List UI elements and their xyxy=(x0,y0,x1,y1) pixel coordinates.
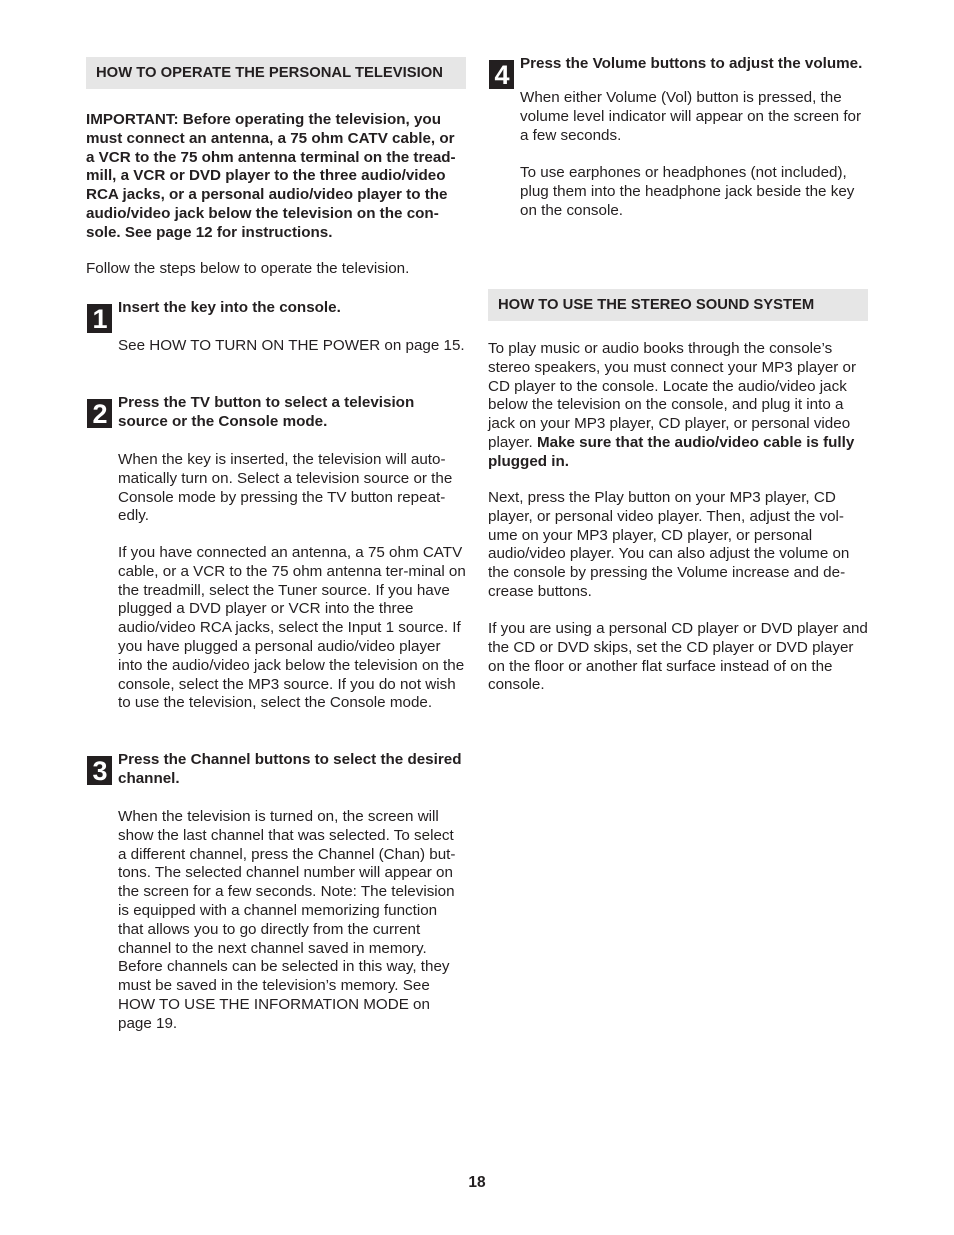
step-4-title: Press the Volume buttons to adjust the volume. xyxy=(520,55,863,72)
intro-text: Follow the steps below to operate the television. xyxy=(86,260,410,277)
step-4-number: 4 xyxy=(489,60,514,89)
step-2-text-2: If you have connected an antenna, a 75 ohm CATV cable, or a VCR to the 75 ohm antenna ter-minal on the treadmill, select the Tuner source. If you have plugged a DVD player or VCR into the three audio/video RCA jacks, select the Input 1 source. If you have plugged a personal audio/video player into the audio/video jack below the television on the console, select the MP3 source. If you do not wish to use the television, select the Console mode. xyxy=(118,544,466,712)
step-3-text: When the television is turned on, the screen will show the last channel that was selected. To select a different channel, press the Channel (Chan) but-tons. The selected channel number will appear on the screen for a few seconds. Note: The television is equipped with a channel memorizing function that allows you to go directly from the current channel to the next channel saved in memory. Before channels can be selected in this way, they must be saved in the television’s memory. See HOW TO USE THE INFORMATION MODE on page 19. xyxy=(118,808,456,1032)
step-2-text-1: When the key is inserted, the television will auto-matically turn on. Select a television source or the Console mode by pressing the TV button repeat-edly. xyxy=(118,451,453,525)
stereo-para-1 xyxy=(488,340,868,472)
step-3-title: Press the Channel buttons to select the desired channel. xyxy=(118,751,462,787)
step-4-text-1: When either Volume (Vol) button is pressed, the volume level indicator will appear on the screen for a few seconds. xyxy=(520,89,862,144)
step-1-title: Insert the key into the console. xyxy=(118,299,341,316)
stereo-para-1-bold: Make sure that the audio/video cable is fully plugged in. xyxy=(488,433,855,470)
step-4-text-2: To use earphones or headphones (not included), plug them into the headphone jack beside the key on the console. xyxy=(520,164,855,219)
step-1-number: 1 xyxy=(87,304,112,333)
step-2-title: Press the TV button to select a television source or the Console mode. xyxy=(118,394,415,430)
important-notice: IMPORTANT: Before operating the television, you must connect an antenna, a 75 ohm CATV cable, or a VCR to the 75 ohm antenna terminal on the tread-mill, a VCR or DVD player to the three audio/video RCA jacks, or a personal audio/video player to the audio/video jack below the television on the con-sole. See page 12 for instructions. xyxy=(86,111,456,241)
step-2-number: 2 xyxy=(87,399,112,428)
step-1-text: See HOW TO TURN ON THE POWER on page 15. xyxy=(118,337,465,354)
stereo-para-1-text: To play music or audio books through the console’s stereo speakers, you must connect your MP3 player or CD player to the console. Locate the audio/video jack below the television on the console, and plug it into a jack on your MP3 player, CD player, or personal video player. xyxy=(488,340,857,451)
stereo-para-2: Next, press the Play button on your MP3 player, CD player, or personal video player. Then, adjust the vol-ume on your MP3 player, CD player, or personal audio/video player. You can also adjust the volume on the console by pressing the Volume increase and de-crease buttons. xyxy=(488,489,850,600)
stereo-para-3: If you are using a personal CD player or DVD player and the CD or DVD skips, set the CD player or DVD player on the floor or another flat surface instead of on the console. xyxy=(488,620,868,694)
section-heading-television: HOW TO OPERATE THE PERSONAL TELEVISION xyxy=(86,57,466,89)
step-3-number: 3 xyxy=(87,756,112,785)
section-heading-stereo: HOW TO USE THE STEREO SOUND SYSTEM xyxy=(488,289,868,321)
page-number: 18 xyxy=(468,1174,486,1191)
